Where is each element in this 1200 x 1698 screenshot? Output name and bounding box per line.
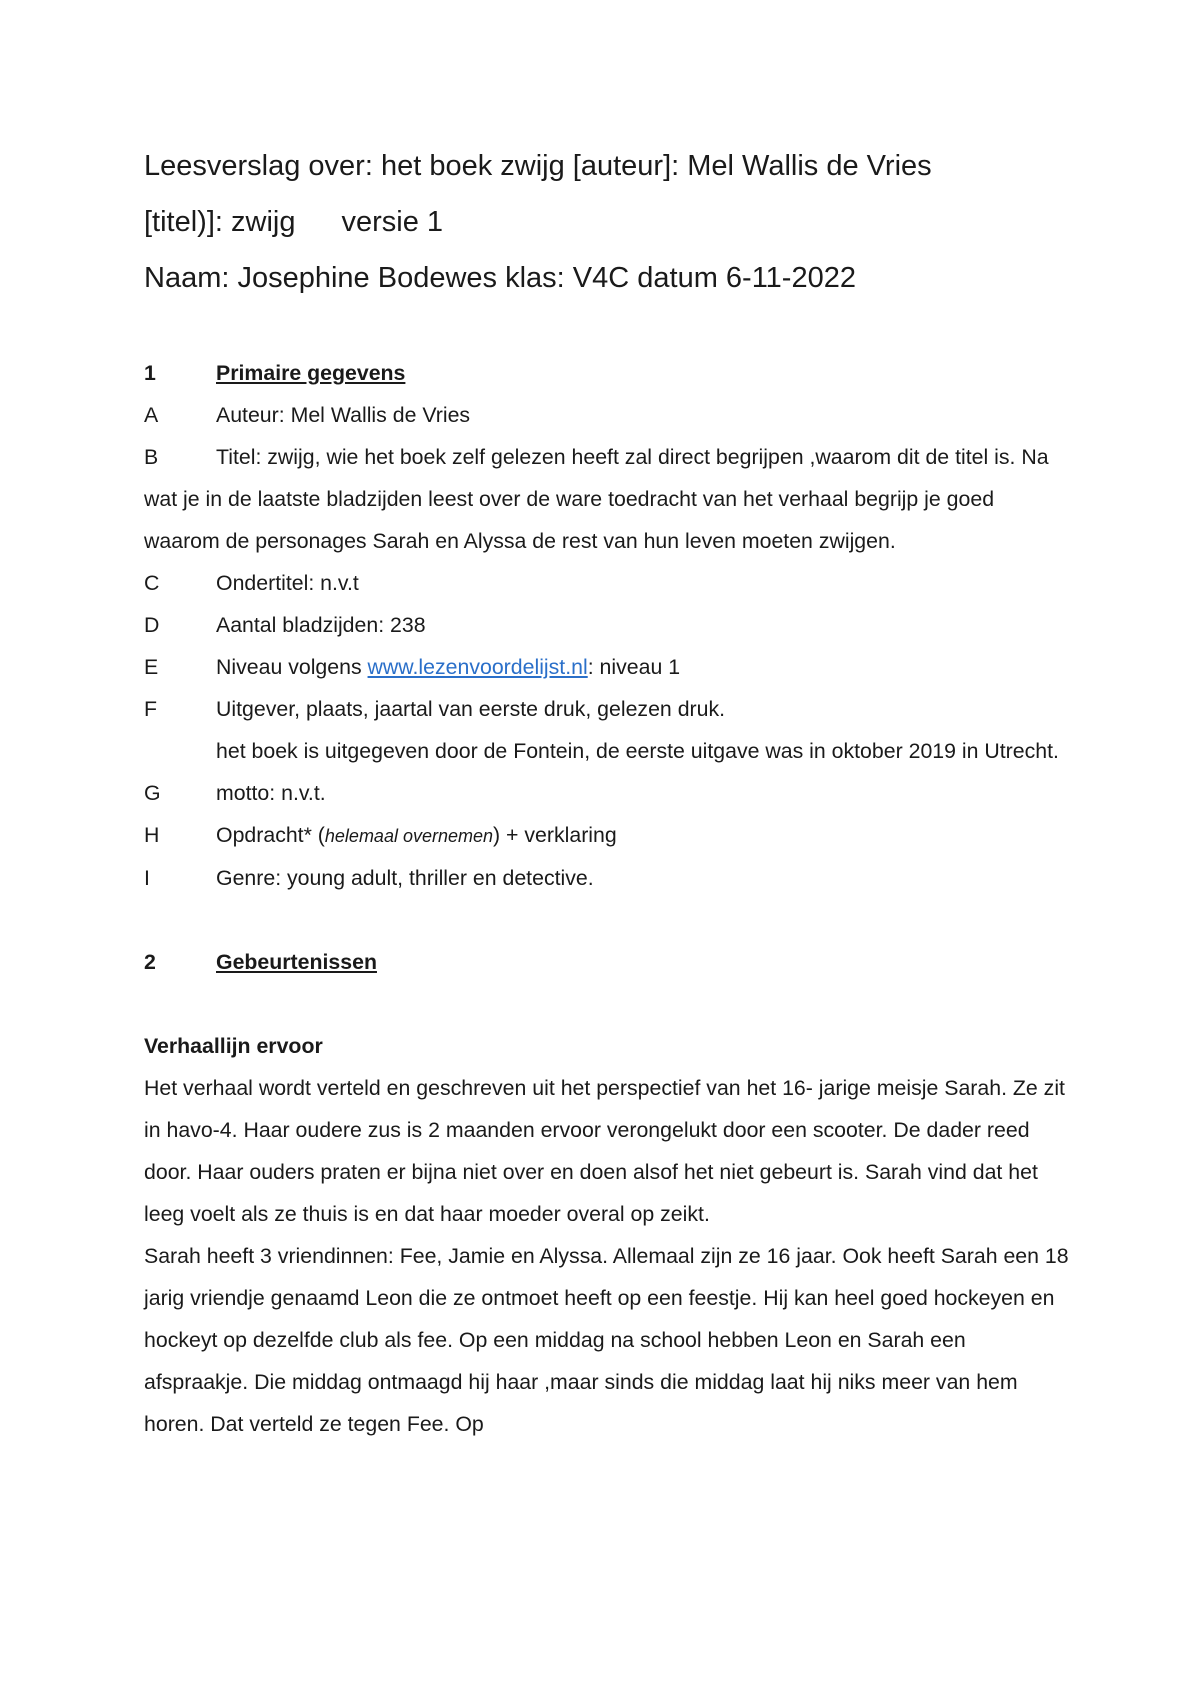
item-text: Titel: zwijg, wie het boek zelf gelezen heeft zal direct begrijpen ,waarom dit de titel is. Na wat je in de laatste bladzijden leest over de ware toedracht van het verhaal begrijp je goed waarom de personages Sarah en Alyssa de rest van hun leven moeten zwijgen. [144,445,1049,553]
item-text: motto: n.v.t. [216,781,326,805]
item-d-bladzijden [144,604,1074,646]
item-letter: G [144,781,161,805]
document-content [144,138,1074,1445]
item-text: Aantal bladzijden: 238 [216,613,426,637]
item-g-motto [144,772,1074,814]
item-text: Genre: young adult, thriller en detective. [216,866,594,890]
item-letter: I [144,866,150,890]
item-text: Uitgever, plaats, jaartal van eerste druk, gelezen druk. [216,697,726,721]
item-c-ondertitel [144,562,1074,604]
section-heading-primaire-gegevens [144,352,1074,394]
item-letter: B [144,445,159,469]
report-title: Leesverslag over: het boek zwijg [auteur]: Mel Wallis de Vries [144,150,932,182]
book-title-label: [titel)]: zwijg [144,206,296,238]
item-f-detail: het boek is uitgegeven door de Fontein, de eerste uitgave was in oktober 2019 in Utrecht. [216,739,1059,763]
story-paragraph-1: Het verhaal wordt verteld en geschreven uit het perspectief van het 16- jarige meisje Sarah. Ze zit in havo-4. Haar oudere zus is 2 maanden ervoor verongelukt door een scooter. De dader reed door. Haar ouders praten er bijna niet over en doen alsof het niet gebeurt is. Sarah vind dat het leeg voelt als ze thuis is en dat haar moeder overal op zeikt. [144,1076,1065,1226]
item-h-opdracht [144,814,1074,857]
item-a-auteur [144,394,1074,436]
section-title: Gebeurtenissen [216,950,377,974]
item-text [216,814,1074,857]
item-f-uitgever [144,688,1074,730]
item-text: Auteur: Mel Wallis de Vries [216,403,471,427]
item-letter: D [144,613,160,637]
opdracht-italic-note: helemaal overnemen [324,826,494,846]
lezenvoordelijst-link[interactable]: www.lezenvoordelijst.nl [367,655,588,679]
subheading-verhaallijn-ervoor: Verhaallijn ervoor [144,1034,323,1058]
item-letter: E [144,655,159,679]
item-text: Ondertitel: n.v.t [216,571,359,595]
item-letter: H [144,823,160,847]
section-title: Primaire gegevens [216,361,406,385]
section-number: 2 [144,950,156,974]
student-info-line: Naam: Josephine Bodewes klas: V4C datum 6-11-2022 [144,262,856,294]
item-e-niveau [144,646,1074,688]
story-paragraph-2: Sarah heeft 3 vriendinnen: Fee, Jamie en Alyssa. Allemaal zijn ze 16 jaar. Ook heeft Sarah een 18 jarig vriendje genaamd Leon die ze ontmoet heeft op een feestje. Hij kan heel goed hockeyen en hockeyt op dezelfde club als fee. Op een middag na school hebben Leon en Sarah een afspraakje. Die middag ontmaagd hij haar ,maar sinds die middag laat hij niks meer van hem horen. Dat verteld ze tegen Fee. Op [144,1244,1069,1436]
item-text [216,646,1074,688]
opdracht-prefix: Opdracht* ( [216,823,325,847]
section-number: 1 [144,361,156,385]
item-b-titel [144,436,1074,562]
item-letter: A [144,403,159,427]
section-heading-gebeurtenissen [144,941,1074,983]
item-letter: C [144,571,160,595]
niveau-suffix: : niveau 1 [587,655,681,679]
niveau-prefix: Niveau volgens [216,655,368,679]
item-letter: F [144,697,158,721]
version-label: versie 1 [341,206,444,238]
item-i-genre [144,857,1074,899]
opdracht-suffix: ) + verklaring [493,823,617,847]
title-version-line [144,194,1074,250]
